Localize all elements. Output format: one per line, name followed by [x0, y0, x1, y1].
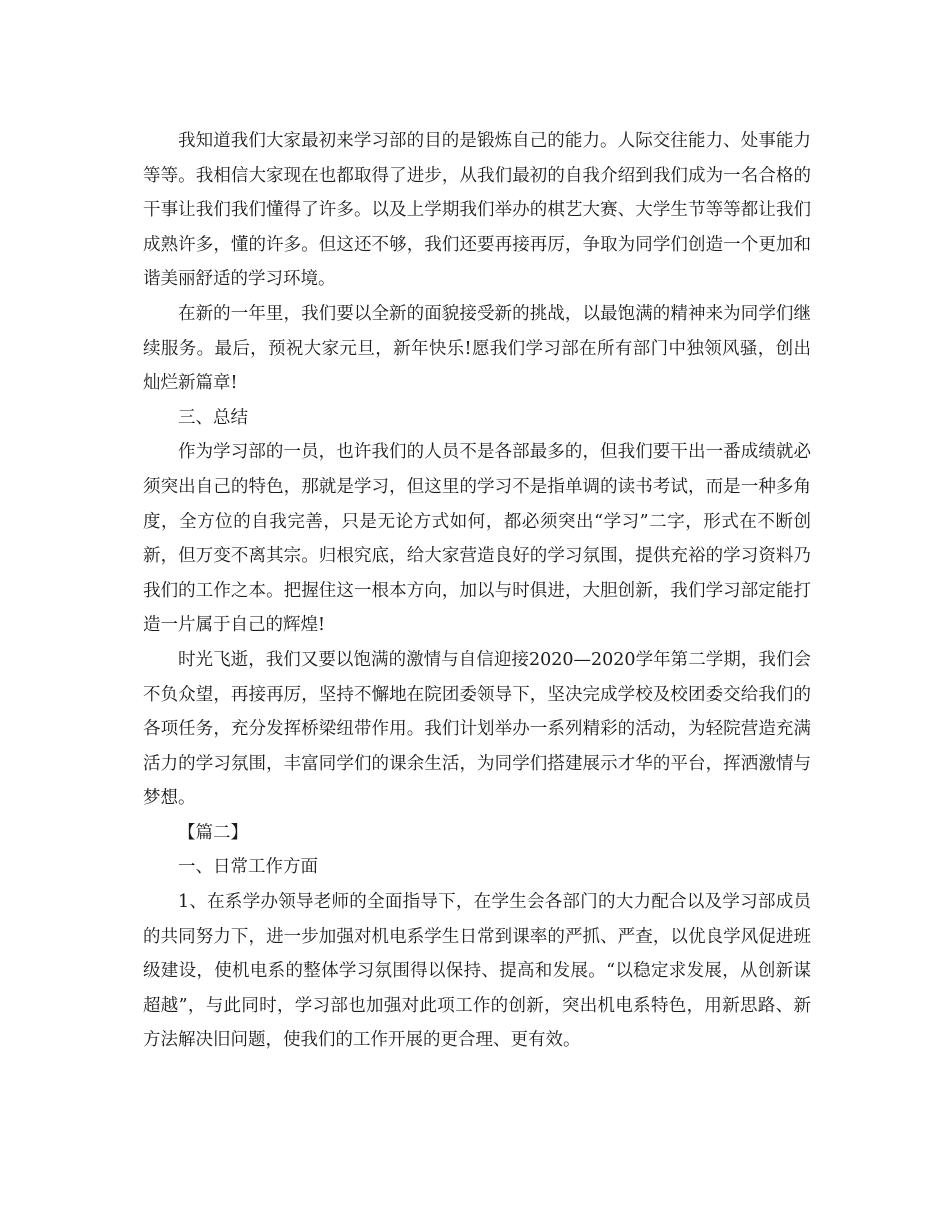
section-heading-summary: 三、总结	[178, 407, 248, 428]
paragraph-new-semester: 时光飞逝，我们又要以饱满的激情与自信迎接2020—2020学年第二学期，我们会不负众望，再接再厉，坚持不懈地在院团委领导下，坚决完成学校及校团委交给我们的各项任务，充分发挥桥梁纽带作用。我们计划举办一系列精彩的活动，为轻院营造充满活力的学习氛围，丰富同学们的课余生活，为同学们搭建展示才华的平台，挥洒激情与梦想。	[143, 649, 811, 809]
section-heading-daily-work: 一、日常工作方面	[178, 857, 318, 878]
paragraph-new-year: 在新的一年里，我们要以全新的面貌接受新的挑战，以最饱满的精神来为同学们继续服务。最后，预祝大家元旦，新年快乐!愿我们学习部在所有部门中独领风骚，创出灿烂新篇章!	[143, 303, 811, 394]
paragraph-daily-work: 1、在系学办领导老师的全面指导下，在学生会各部门的大力配合以及学习部成员的共同努力下，进一步加强对机电系学生日常到课率的严抓、严查，以优良学风促进班级建设，使机电系的整体学习氛围得以保持、提高和发展。“以稳定求发展，从创新谋超越”，与此同时，学习部也加强对此项工作的创新，突出机电系特色，用新思路、新方法解决旧问题，使我们的工作开展的更合理、更有效。	[143, 892, 811, 1051]
paragraph-summary: 作为学习部的一员，也许我们的人员不是各部最多的，但我们要干出一番成绩就必须突出自己的特色，那就是学习，但这里的学习不是指单调的读书考试，而是一种多角度，全方位的自我完善，只是无论方式如何，都必须突出“学习”二字，形式在不断创新，但万变不离其宗。归根究底，给大家营造良好的学习氛围，提供充裕的学习资料乃我们的工作之本。把握住这一根本方向，加以与时俱进，大胆创新，我们学习部定能打造一片属于自己的辉煌!	[143, 442, 811, 636]
paragraph-learning-goals: 我知道我们大家最初来学习部的目的是锻炼自己的能力。人际交往能力、处事能力等等。我相信大家现在也都取得了进步，从我们最初的自我介绍到我们成为一名合格的干事让我们我们懂得了许多。以及上学期我们举办的棋艺大赛、大学生节等等都让我们成熟许多，懂的许多。但这还不够，我们还要再接再厉，争取为同学们创造一个更加和谐美丽舒适的学习环境。	[143, 131, 811, 290]
document-body	[143, 124, 811, 1058]
section-heading-part-two: 【篇二】	[178, 822, 248, 843]
